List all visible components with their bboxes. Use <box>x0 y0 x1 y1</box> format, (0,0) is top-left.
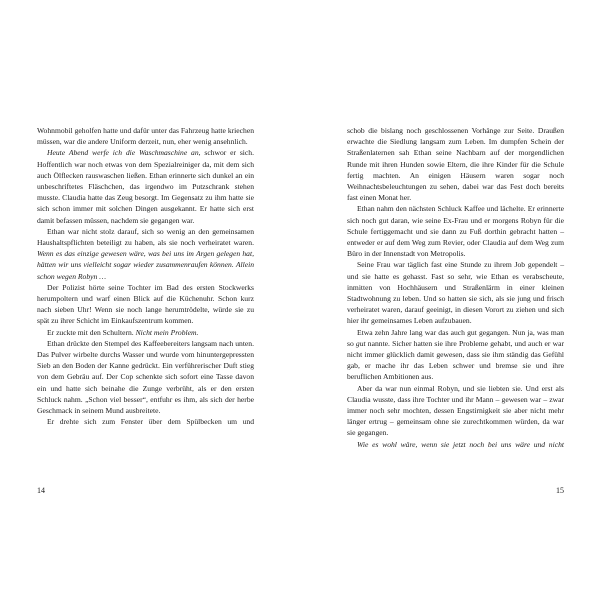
text-run: schob die bislang noch geschlossenen Vorhänge zur Seite. Draußen erwachte die Siedlung langsam zum Leben. Im dumpfen Schein der Straßenlaternen sah Ethan seine Nachbarn auf der morgendlichen Runde mit ihren Hunden sowie Eltern, die ihre Kinder für die Schule fertig machten. An einigen Häusern waren sogar noch Weihnachtsbeleuchtungen zu sehen, dabei war das Fest doch bereits fast einen Monat her. <box>347 126 564 203</box>
paragraph <box>347 327 564 383</box>
paragraph <box>347 259 564 326</box>
italic-text: gut <box>355 338 366 348</box>
text-run: Er drehte sich zum Fenster über dem Spülbecken um und <box>47 417 254 427</box>
italic-text: Nicht mein Problem. <box>135 327 199 337</box>
text-run: Ethan drückte den Stempel des Kaffeebereiters langsam nach unten. Das Pulver wirbelte durchs Wasser und wurde vom hinuntergepressten Sieb an den Boden der Kanne gedrückt. Ein verführerischer Duft stieg von dem Gebräu auf. Der Cop schenkte sich sofort eine Tasse davon ein und hatte sich beinahe die Zunge verbrüht, als er den ersten Schluck nahm. „Schon viel besser“, entfuhr es ihm, als sich der herbe Geschmack in seinem Mund ausbreitete. <box>37 338 254 416</box>
paragraph <box>37 327 254 338</box>
paragraph <box>347 203 564 259</box>
left-page-number: 14 <box>37 486 45 495</box>
right-page <box>300 0 600 600</box>
text-run: Etwa zehn Jahre lang war das auch gut gegangen. Nun ja, was man so <box>347 327 564 348</box>
paragraph <box>347 383 564 439</box>
left-page-text <box>37 125 254 427</box>
text-run: Er zuckte mit den Schultern. <box>47 327 136 337</box>
paragraph <box>347 439 564 450</box>
text-run: Wohnmobil geholfen hatte und dafür unter das Fahrzeug hatte kriechen müssen, war die andere Uniform derzeit, nun, eher wenig ansehnlich. <box>37 126 254 147</box>
text-run: Ethan nahm den nächsten Schluck Kaffee und lächelte. Er erinnerte sich noch gut daran, wie seine Ex-Frau und er morgens Robyn für die Schule fertiggemacht und sie dann zu Fuß dorthin gebracht hatten – entweder er auf dem Weg zum Revier, oder Claudia auf dem Weg zum Büro in der Innenstadt von Metropolis. <box>347 204 564 259</box>
text-run: Seine Frau war täglich fast eine Stunde zu ihrem Job gependelt – und sie hatte es gehasst. Fast so sehr, wie Ethan es verabscheute, inmitten von Hochhäusern und Straßenlärm in einer kleinen Stadtwohnung zu leben. Und so hatten sie sich, als sie jung und frisch verheiratet waren, darauf geeinigt, in diesen Vorort zu ziehen und sich hier ihr gemeinsames Leben aufzubauen. <box>347 260 564 326</box>
italic-text: Wenn es das einzige gewesen wäre, was bei uns im Argen gelegen hat, hätten wir uns vielleicht sogar wieder zusammenraufen können. Allein schon wegen Robyn … <box>37 249 254 281</box>
paragraph <box>37 282 254 327</box>
paragraph <box>347 125 564 203</box>
italic-text: Heute Abend werfe ich die Waschmaschine an, <box>47 148 201 158</box>
paragraph <box>37 147 254 225</box>
text-run: Aber da war nun einmal Robyn, und sie liebten sie. Und erst als Claudia wusste, dass ihre Tochter und ihr Mann – gewesen war – zwar immer noch sehr mochten, dessen Engstirnigkeit sie aber nicht mehr länger ertrug – gemeinsam ohne sie zurechtkommen würden, da war sie gegangen. <box>347 383 564 438</box>
paragraph <box>37 226 254 282</box>
right-page-text <box>347 125 564 450</box>
text-run: Der Polizist hörte seine Tochter im Bad des ersten Stockwerks herumpoltern und warf einen Blick auf die Küchenuhr. Schon kurz nach sieben Uhr! Wenn sie noch lange herumtrödelte, würde sie zu spät zu ihrer Schicht im Einkaufszentrum kommen. <box>37 282 254 326</box>
paragraph <box>37 416 254 427</box>
italic-text: Wie es wohl wäre, wenn sie jetzt noch bei uns wäre und nicht <box>357 439 564 449</box>
text-run: schwor er sich. Hoffentlich war noch etwas von dem Spezialreiniger da, mit dem sich auch Ölflecken rauswaschen ließen. Ethan erinnerte sich dunkel an ein unbeschriftetes Fläschchen, das irgendwo im Putzschrank stehen musste. Claudia hatte das Zeug besorgt. Im Gegensatz zu ihm hatte sie sich schon immer mit solchen Dingen ausgekannt. Er hatte sich erst damit befassen müssen, nachdem sie gegangen war. <box>37 148 254 225</box>
right-page-number: 15 <box>556 486 564 495</box>
text-run: Ethan war nicht stolz darauf, sich so wenig an den gemeinsamen Haushaltspflichten beteiligt zu haben, als sie noch verheiratet waren. <box>37 226 254 248</box>
paragraph <box>37 338 254 416</box>
text-run: nannte. Sicher hatten sie ihre Probleme gehabt, und auch er war nicht immer glücklich damit gewesen, dass sie ihm ständig das Gefühl gab, er mache ihr das Leben schwer und bremse sie und ihre beruflichen Ambitionen aus. <box>347 338 565 382</box>
paragraph <box>37 125 254 147</box>
